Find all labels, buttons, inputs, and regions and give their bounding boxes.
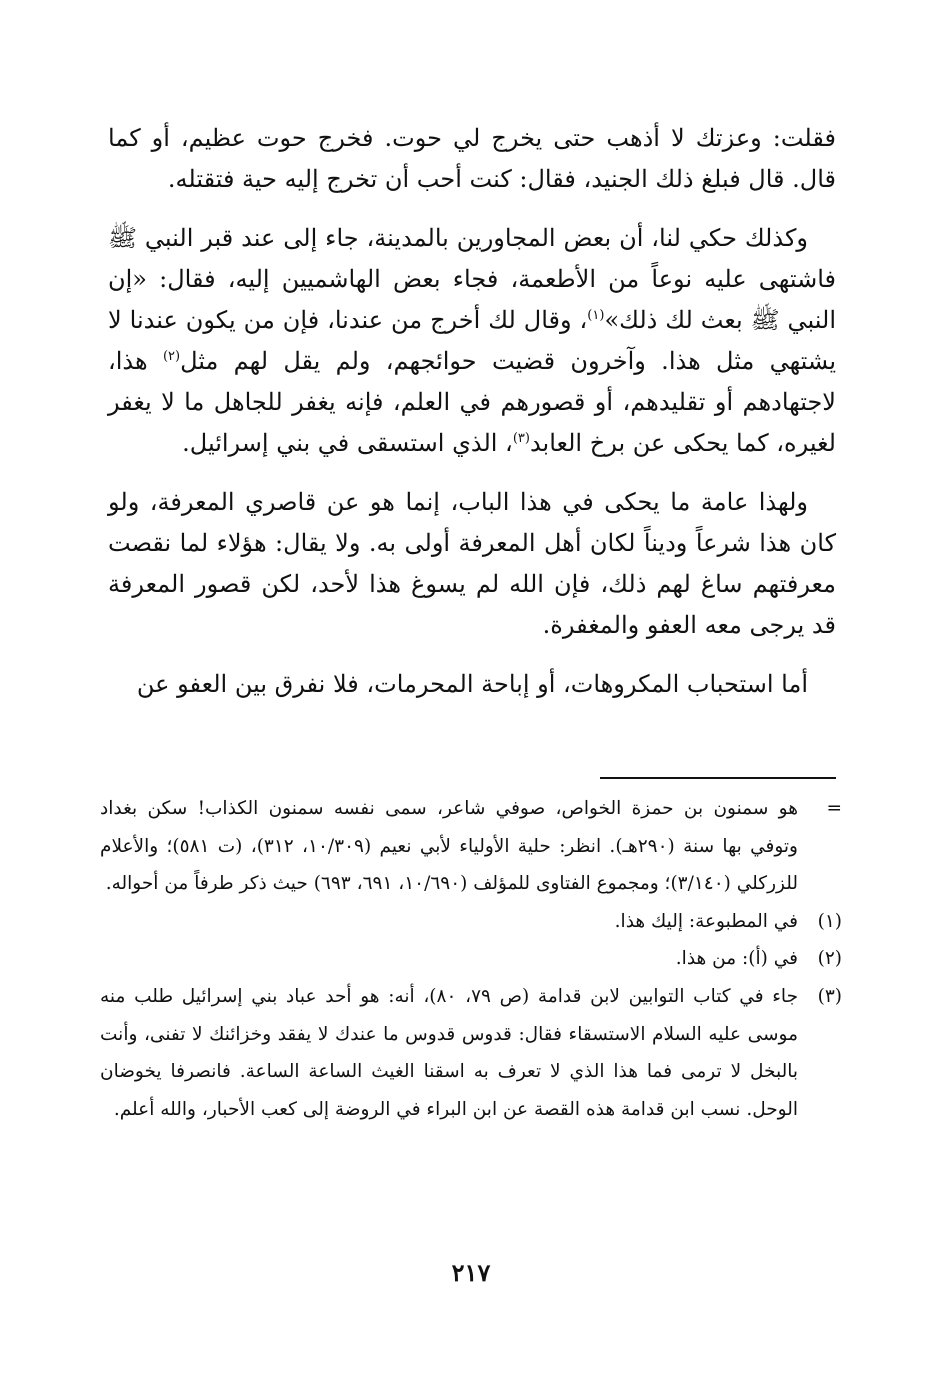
main-text [108, 118, 836, 723]
footnote-text: في المطبوعة: إليك هذا. [614, 910, 798, 932]
paragraph-2-part-c: هذا، لاجتهادهم أو تقليدهم، أو قصورهم في العلم، فإنه يغفر للجاهل ما لا يغفر لغيره، كما يحكى عن برخ العابد [108, 347, 836, 457]
footnote-2 [100, 940, 842, 978]
footnote-mark: (٢) [817, 948, 842, 970]
footnote-mark: (٣) [817, 985, 842, 1007]
page-number: ٢١٧ [451, 1258, 491, 1287]
paragraph-2 [108, 218, 836, 464]
footnote-ref-3: (٣) [512, 431, 530, 446]
paragraph-2-part-b: ، وقال لك أخرج من عندنا، فإن من يكون عندنا لا يشتهي مثل هذا. وآخرون قضيت حوائجهم، ولم يقل لهم مثل [108, 306, 837, 375]
footnote-ref-2: (٢) [162, 349, 181, 364]
footnote-text: جاء في كتاب التوابين لابن قدامة (ص ٧٩، ٨٠)، أنه: هو أحد عباد بني إسرائيل طلب منه موسى عليه السلام الاستسقاء فقال: قدوس قدوس ما عندك لا يفقد وخزائنك لا تفنى، وأنت بالبخل لا ترمى فما هذا الذي لا تعرف به اسقنا الغيث الساعة الساعة. فانصرفا يخوضان الوحل. نسب ابن قدامة هذه القصة عن ابن البراء في الروضة إلى كعب الأحبار، والله أعلم. [100, 985, 798, 1120]
footnote-mark: (١) [817, 910, 842, 932]
paragraph-4: أما استحباب المكروهات، أو إباحة المحرمات، فلا نفرق بين العفو عن [136, 670, 808, 698]
paragraph-2-part-a: وكذلك حكي لنا، أن بعض المجاورين بالمدينة، جاء إلى عند قبر النبي ﷺ فاشتهى عليه نوعاً من الأطعمة، فجاء بعض الهاشميين إليه، فقال: «إن النبي ﷺ بعث لك ذلك» [108, 224, 837, 334]
footnote-ref-1: (١) [587, 308, 605, 323]
paragraph-3: ولهذا عامة ما يحكى في هذا الباب، إنما هو عن قاصري المعرفة، ولو كان هذا شرعاً وديناً لكان أهل المعرفة أولى به. ولا يقال: هؤلاء لما نقصت معرفتهم ساغ لهم ذلك، فإن الله لم يسوغ هذا لأحد، لكن قصور المعرفة قد يرجى معه العفو والمغفرة. [108, 488, 836, 639]
paragraph-2-part-d: ، الذي استسقى في بني إسرائيل. [182, 429, 513, 457]
footnote-mark: = [826, 798, 842, 819]
footnotes [100, 790, 842, 1128]
footnote-text: هو سمنون بن حمزة الخواص، صوفي شاعر، سمى نفسه سمنون الكذاب! سكن بغداد وتوفي بها سنة (٢٩٠هـ). انظر: حلية الأولياء لأبي نعيم (١٠/٣٠٩، ٣١٢)، (ت ٥٨١)؛ والأعلام للزركلي (٣/١٤٠)؛ ومجموع الفتاوى للمؤلف (١٠/٦٩٠، ٦٩١، ٦٩٣) حيث ذكر طرفاً من أحواله. [100, 798, 798, 895]
footnote-3 [100, 978, 842, 1128]
footnote-continued [100, 790, 842, 903]
paragraph-1: فقلت: وعزتك لا أذهب حتى يخرج لي حوت. فخرج حوت عظيم، أو كما قال. قال فبلغ ذلك الجنيد، فقال: كنت أحب أن تخرج إليه حية فتقتله. [108, 124, 836, 193]
footnote-text: في (أ): من هذا. [675, 948, 798, 970]
footnote-1 [100, 903, 842, 941]
footnote-separator [600, 777, 836, 779]
